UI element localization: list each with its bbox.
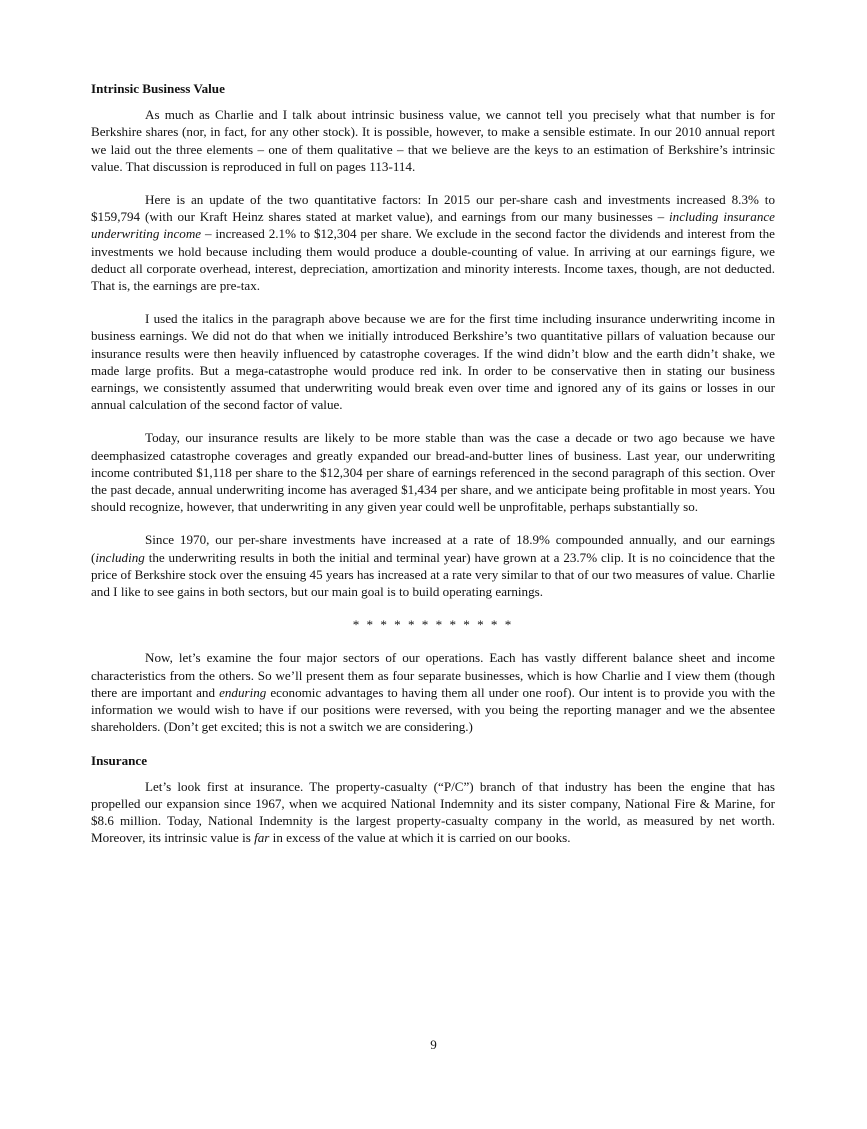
italic-text-run: including <box>95 549 145 565</box>
paragraph-since-1970 <box>91 531 775 600</box>
paragraph-insurance-intro <box>91 778 775 847</box>
italic-text-run: far <box>254 830 270 846</box>
text-run: Now, let’s examine the four major sectors of our operations. Each has vastly different balance sheet and income characteristics from the others. So we’ll present them as four separate businesses, which is how Charlie and I view them (though there are important and <box>91 650 775 700</box>
paragraph-intrinsic-value-intro: As much as Charlie and I talk about intrinsic business value, we cannot tell you precisely what that number is for Berkshire shares (nor, in fact, for any other stock). It is possible, however, to make a sensible estimate. In our 2010 annual report we laid out the three elements – one of them qualitative – that we believe are the keys to an estimation of Berkshire’s intrinsic value. That discussion is reproduced in full on pages 113-114. <box>91 107 775 174</box>
paragraph-insurance-results: Today, our insurance results are likely to be more stable than was the case a decade or two ago because we have deemphasized catastrophe coverages and greatly expanded our bread-and-butter lines of business. Last year, our underwriting income contributed $1,118 per share to the $12,304 per share of earnings referenced in the second paragraph of this section. Over the past decade, annual underwriting income has averaged $1,434 per share, and we anticipate being profitable in most years. You should recognize, however, that underwriting in any given year could well be unprofitable, perhaps substantially so. <box>91 430 775 515</box>
text-run: Since 1970, our per-share investments have increased at a rate of 18.9% compounded annually, and our earnings ( <box>91 532 775 565</box>
section-separator: * * * * * * * * * * * * <box>352 617 514 633</box>
paragraph-quantitative-factors <box>91 191 775 294</box>
text-run: in excess of the value at which it is carried on our books. <box>269 830 571 846</box>
paragraph-four-sectors <box>91 649 775 735</box>
section-heading-intrinsic-value: Intrinsic Business Value <box>91 81 225 96</box>
text-run: Let’s look first at insurance. The property-casualty (“P/C”) branch of that industry has been the engine that has propelled our expansion since 1967, when we acquired National Indemnity and its sister company, National Fire & Marine, for $8.6 million. Today, National Indemnity is the largest property-casualty company in the world, as measured by net worth. Moreover, its intrinsic value is <box>91 778 775 846</box>
text-run: Here is an update of the two quantitative factors: In 2015 our per-share cash and investments increased 8.3% to $159,794 (with our Kraft Heinz shares stated at market value), and earnings from our many businesses – <box>91 192 775 225</box>
section-heading-insurance: Insurance <box>91 752 148 768</box>
paragraph-italics-explanation: I used the italics in the paragraph above because we are for the first time including insurance underwriting income in business earnings. We did not do that when we initially introduced Berkshire’s two quantitative pillars of valuation because our insurance results were then heavily influenced by catastrophe coverages. If the wind didn’t blow and the earth didn’t shake, we made large profits. But a mega-catastrophe would produce red ink. In order to be conservative then in stating our business earnings, we consistently assumed that underwriting would break even over time and ignored any of its gains or losses in our annual calculation of the second factor of value. <box>91 311 775 413</box>
text-run: the underwriting results in both the initial and terminal year) have grown at a 23.7% clip. It is no coincidence that the price of Berkshire stock over the ensuing 45 years has increased at a rate very similar to that of our two measures of value. Charlie and I like to see gains in both sectors, but our main goal is to build operating earnings. <box>91 549 775 600</box>
italic-text-run: enduring <box>219 684 267 700</box>
text-run: – increased 2.1% to $12,304 per share. We exclude in the second factor the dividends and interest from the investments we hold because including them would produce a double-counting of value. In arriving at our earnings figure, we deduct all corporate overhead, interest, depreciation, amortization and minority interests. Income taxes, though, are not deducted. That is, the earnings are pre-tax. <box>91 226 775 294</box>
page-number: 9 <box>430 1037 437 1052</box>
document-page <box>91 80 775 863</box>
italic-text-run: including insurance underwriting income <box>91 209 775 242</box>
text-run: economic advantages to having them all under one roof). Our intent is to provide you with the information we would wish to have if our positions were reversed, with you being the reporting manager and we the absentee shareholders. (Don’t get excited; this is not a switch we are considering.) <box>91 684 776 735</box>
